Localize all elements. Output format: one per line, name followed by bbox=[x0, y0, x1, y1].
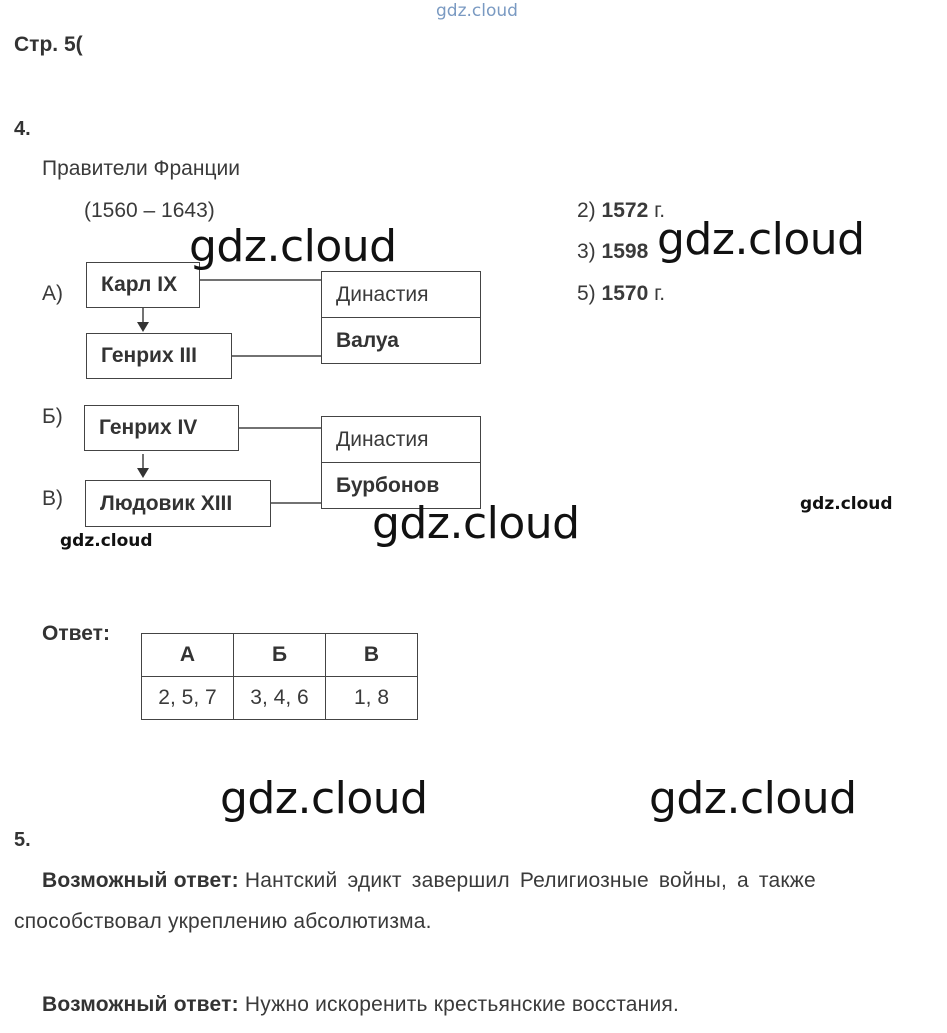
answer-table-value-row bbox=[142, 677, 418, 720]
date-year: 1572 bbox=[601, 199, 649, 222]
date-prefix: 3) bbox=[577, 240, 596, 263]
date-item-2 bbox=[577, 199, 665, 223]
dynasty-label: Династия bbox=[336, 282, 429, 306]
answer-value-v: 1, 8 bbox=[326, 677, 418, 720]
date-year: 1570 bbox=[601, 282, 649, 305]
answer2-text: Нужно искоренить крестьянские восстания. bbox=[244, 993, 680, 1016]
watermark: gdz.cloud bbox=[649, 773, 857, 824]
page-reference: Стр. 5( bbox=[14, 33, 83, 56]
watermark: gdz.cloud bbox=[657, 214, 865, 265]
task5-answer1-line2: способствовал укреплению абсолютизма. bbox=[14, 910, 432, 933]
ruler-box-henry-iii bbox=[86, 333, 232, 379]
answer-value-b: 3, 4, 6 bbox=[234, 677, 326, 720]
date-year: 1598 bbox=[601, 240, 649, 263]
ruler-name: Людовик XIII bbox=[100, 491, 233, 515]
watermark-small: gdz.cloud bbox=[800, 494, 893, 514]
date-item-3 bbox=[577, 240, 648, 264]
answer-value-a: 2, 5, 7 bbox=[142, 677, 234, 720]
dynasty-valois-name-box bbox=[321, 317, 481, 364]
answer-header-b: Б bbox=[234, 634, 326, 677]
ruler-box-louis-xiii bbox=[85, 480, 271, 527]
dynasty-name: Валуа bbox=[336, 328, 399, 352]
label-a: А) bbox=[42, 282, 63, 305]
dynasty-label: Династия bbox=[336, 427, 429, 451]
watermark: gdz.cloud bbox=[372, 498, 580, 549]
label-b: Б) bbox=[42, 405, 63, 428]
date-item-5 bbox=[577, 282, 665, 306]
ruler-box-henry-iv bbox=[84, 405, 239, 451]
watermark: gdz.cloud bbox=[189, 221, 397, 272]
label-v: В) bbox=[42, 487, 63, 510]
answer1-text: Нантский эдикт завершил Религиозные войны, а также bbox=[244, 869, 816, 892]
task5-number: 5. bbox=[14, 829, 31, 851]
date-suffix: г. bbox=[654, 282, 666, 305]
watermark: gdz.cloud bbox=[220, 773, 428, 824]
answer-table bbox=[141, 633, 418, 720]
watermark-small: gdz.cloud bbox=[60, 531, 153, 551]
answer-table-header-row bbox=[142, 634, 418, 677]
dynasty-valois-label-box bbox=[321, 271, 481, 318]
answer-header-v: В bbox=[326, 634, 418, 677]
task5-answer2 bbox=[42, 993, 679, 1017]
dynasty-name: Бурбонов bbox=[336, 473, 440, 497]
watermark-top: gdz.cloud bbox=[436, 1, 518, 21]
dynasty-bourbon-label-box bbox=[321, 416, 481, 463]
ruler-name: Карл IX bbox=[101, 273, 178, 296]
ruler-name: Генрих III bbox=[101, 344, 197, 367]
possible-answer-label: Возможный ответ: bbox=[42, 869, 239, 892]
answer-label: Ответ: bbox=[42, 622, 110, 645]
date-prefix: 2) bbox=[577, 199, 596, 222]
answer-header-a: А bbox=[142, 634, 234, 677]
task4-heading: Правители Франции bbox=[42, 157, 240, 180]
ruler-box-charles-ix bbox=[86, 262, 200, 308]
task5-answer1-line1 bbox=[42, 869, 816, 893]
date-prefix: 5) bbox=[577, 282, 596, 305]
date-suffix: г. bbox=[654, 199, 666, 222]
possible-answer-label: Возможный ответ: bbox=[42, 993, 239, 1016]
task4-number: 4. bbox=[14, 118, 31, 140]
task4-period: (1560 – 1643) bbox=[84, 199, 215, 222]
ruler-name: Генрих IV bbox=[99, 416, 198, 439]
